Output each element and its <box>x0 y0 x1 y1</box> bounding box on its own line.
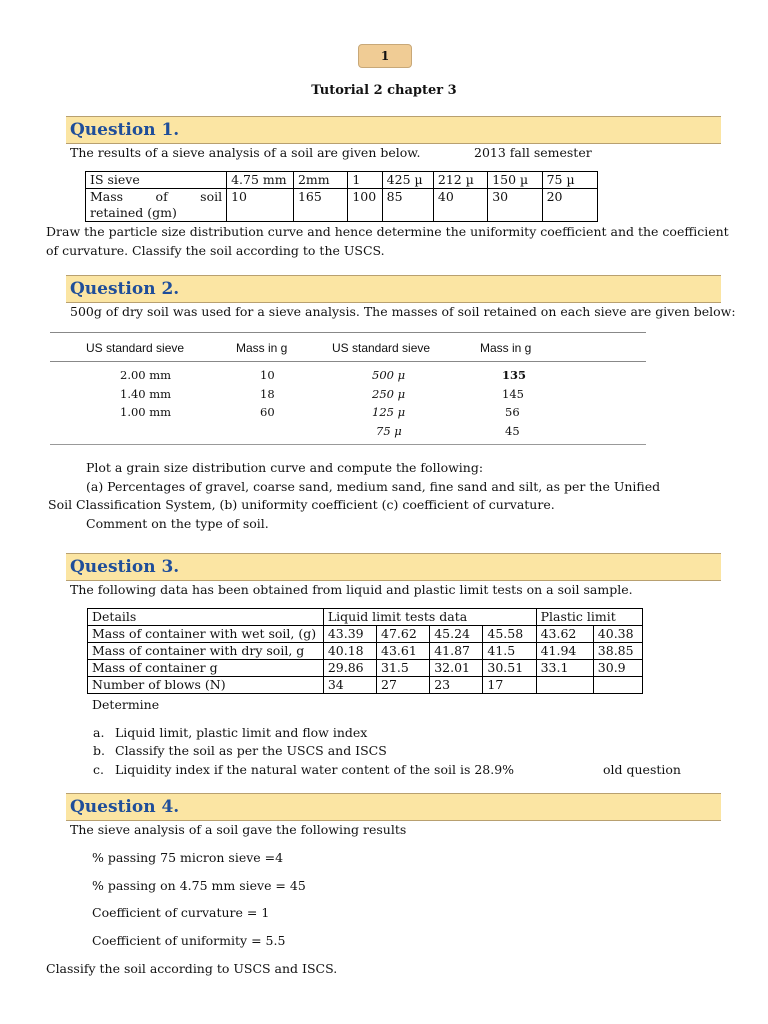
question-3-limits-table <box>87 608 643 694</box>
table-cell: 85 <box>382 189 433 222</box>
table-cell: 20 <box>542 189 597 222</box>
table-cell: 56 <box>505 405 520 419</box>
table-cell: 425 µ <box>382 172 433 189</box>
table-cell: 10 <box>260 368 275 382</box>
question-1-sieve-table <box>85 171 598 222</box>
table-cell: 47.62 <box>377 626 430 643</box>
table-cell: 150 µ <box>488 172 542 189</box>
row-label-line-2: retained (gm) <box>90 205 177 220</box>
table-cell: 41.87 <box>430 643 483 660</box>
table-row <box>88 626 643 643</box>
table-row <box>86 189 598 222</box>
table-cell: Mass of container with dry soil, g <box>88 643 324 660</box>
table-cell: 212 µ <box>433 172 487 189</box>
question-2-text-line-1: Plot a grain size distribution curve and compute the following: <box>86 460 484 475</box>
table-cell: 30.9 <box>593 660 642 677</box>
row-label-line-1: Mass of soil <box>90 189 223 204</box>
table-cell: 27 <box>377 677 430 694</box>
question-4-intro: The sieve analysis of a soil gave the following results <box>70 822 407 837</box>
question-4-result-line: % passing 75 micron sieve =4 <box>92 850 284 865</box>
document-title: Tutorial 2 chapter 3 <box>311 83 457 98</box>
table-header-cell: US standard sieve <box>86 341 185 355</box>
list-item <box>93 762 514 777</box>
table-cell: 4.75 mm <box>227 172 294 189</box>
table-cell: 2mm <box>293 172 347 189</box>
question-4-heading-bar <box>66 793 721 821</box>
table-cell: 45.58 <box>483 626 536 643</box>
table-cell: 17 <box>483 677 536 694</box>
table-cell: 41.5 <box>483 643 536 660</box>
table-row <box>88 677 643 694</box>
table-cell: Mass of container g <box>88 660 324 677</box>
table-bottom-rule <box>50 444 646 445</box>
table-cell: 29.86 <box>323 660 376 677</box>
table-cell: 45 <box>505 424 520 438</box>
question-3-note: old question <box>603 762 681 777</box>
list-item-text: Liquidity index if the natural water content of the soil is 28.9% <box>115 762 515 777</box>
table-cell: Number of blows (N) <box>88 677 324 694</box>
table-cell: 40 <box>433 189 487 222</box>
table-cell: 75 µ <box>542 172 597 189</box>
table-row <box>88 660 643 677</box>
table-cell: Mass of container with wet soil, (g) <box>88 626 324 643</box>
table-row <box>88 609 643 626</box>
table-cell: 43.62 <box>536 626 593 643</box>
question-1-intro: The results of a sieve analysis of a soil are given below. <box>70 145 421 160</box>
list-item <box>93 743 387 758</box>
question-2-text-line-4: Comment on the type of soil. <box>86 516 269 531</box>
table-cell: 2.00 mm <box>120 368 172 382</box>
table-cell: 43.39 <box>323 626 376 643</box>
table-cell: IS sieve <box>86 172 227 189</box>
table-cell: 75 μ <box>376 424 402 438</box>
question-1-body-line-1: Draw the particle size distribution curve and hence determine the uniformity coefficient and the coefficient <box>46 224 729 239</box>
table-cell: 500 μ <box>372 368 406 382</box>
question-4-heading: Question 4. <box>70 797 180 817</box>
table-cell: 125 μ <box>372 405 406 419</box>
table-header-cell: US standard sieve <box>332 341 431 355</box>
table-cell: 38.85 <box>593 643 642 660</box>
table-row <box>86 172 598 189</box>
table-cell: 32.01 <box>430 660 483 677</box>
table-cell <box>86 189 227 222</box>
list-marker: c. <box>93 762 104 777</box>
question-1-heading: Question 1. <box>70 120 180 140</box>
question-3-intro: The following data has been obtained from liquid and plastic limit tests on a soil sample. <box>70 582 633 597</box>
table-cell: 1.00 mm <box>120 405 172 419</box>
list-marker: a. <box>93 725 105 740</box>
table-cell: 135 <box>502 368 527 382</box>
table-cell: 34 <box>323 677 376 694</box>
table-cell: 33.1 <box>536 660 593 677</box>
question-3-heading: Question 3. <box>70 557 180 577</box>
table-cell: 41.94 <box>536 643 593 660</box>
question-1-body-line-2: of curvature. Classify the soil according to the USCS. <box>46 243 385 258</box>
question-2-heading: Question 2. <box>70 279 180 299</box>
table-cell: 250 μ <box>372 387 406 401</box>
table-header-cell: Liquid limit tests data <box>323 609 536 626</box>
table-cell: 30 <box>488 189 542 222</box>
list-item-text: Classify the soil as per the USCS and ISCS <box>115 743 387 758</box>
list-item-text: Liquid limit, plastic limit and flow index <box>115 725 368 740</box>
table-cell: 1 <box>348 172 382 189</box>
question-2-text-line-2: (a) Percentages of gravel, coarse sand, medium sand, fine sand and silt, as per the Unified <box>86 479 661 494</box>
list-item <box>93 725 367 740</box>
table-row <box>88 643 643 660</box>
table-header-cell: Mass in g <box>480 341 532 355</box>
table-cell: 18 <box>260 387 275 401</box>
table-cell: 30.51 <box>483 660 536 677</box>
table-cell: 60 <box>260 405 275 419</box>
question-3-heading-bar <box>66 553 721 581</box>
table-cell: 10 <box>227 189 294 222</box>
table-cell: 40.38 <box>593 626 642 643</box>
question-4-result-line: Coefficient of curvature = 1 <box>92 905 270 920</box>
question-3-determine: Determine <box>92 697 160 712</box>
table-header-cell: Plastic limit <box>536 609 642 626</box>
table-cell: 31.5 <box>377 660 430 677</box>
question-2-scanned-excerpt <box>46 332 661 532</box>
table-cell: 40.18 <box>323 643 376 660</box>
question-1-heading-bar <box>66 116 721 144</box>
table-cell: 45.24 <box>430 626 483 643</box>
page-number-badge: 1 <box>358 44 412 68</box>
table-cell: 165 <box>293 189 347 222</box>
question-1-note: 2013 fall semester <box>474 145 592 160</box>
table-cell: 100 <box>348 189 382 222</box>
list-marker: b. <box>93 743 105 758</box>
table-cell: 1.40 mm <box>120 387 172 401</box>
table-cell <box>536 677 593 694</box>
table-cell <box>593 677 642 694</box>
question-2-intro: 500g of dry soil was used for a sieve analysis. The masses of soil retained on each sieve are given below: <box>70 304 736 319</box>
question-4-closing: Classify the soil according to USCS and ISCS. <box>46 961 338 976</box>
table-header-cell: Details <box>88 609 324 626</box>
question-4-result-line: % passing on 4.75 mm sieve = 45 <box>92 878 306 893</box>
table-cell: 23 <box>430 677 483 694</box>
question-2-text-line-3: Soil Classification System, (b) uniformity coefficient (c) coefficient of curvature. <box>48 497 555 512</box>
question-2-heading-bar <box>66 275 721 303</box>
table-header-cell: Mass in g <box>236 341 288 355</box>
table-cell: 145 <box>502 387 524 401</box>
question-4-result-line: Coefficient of uniformity = 5.5 <box>92 933 286 948</box>
table-cell: 43.61 <box>377 643 430 660</box>
